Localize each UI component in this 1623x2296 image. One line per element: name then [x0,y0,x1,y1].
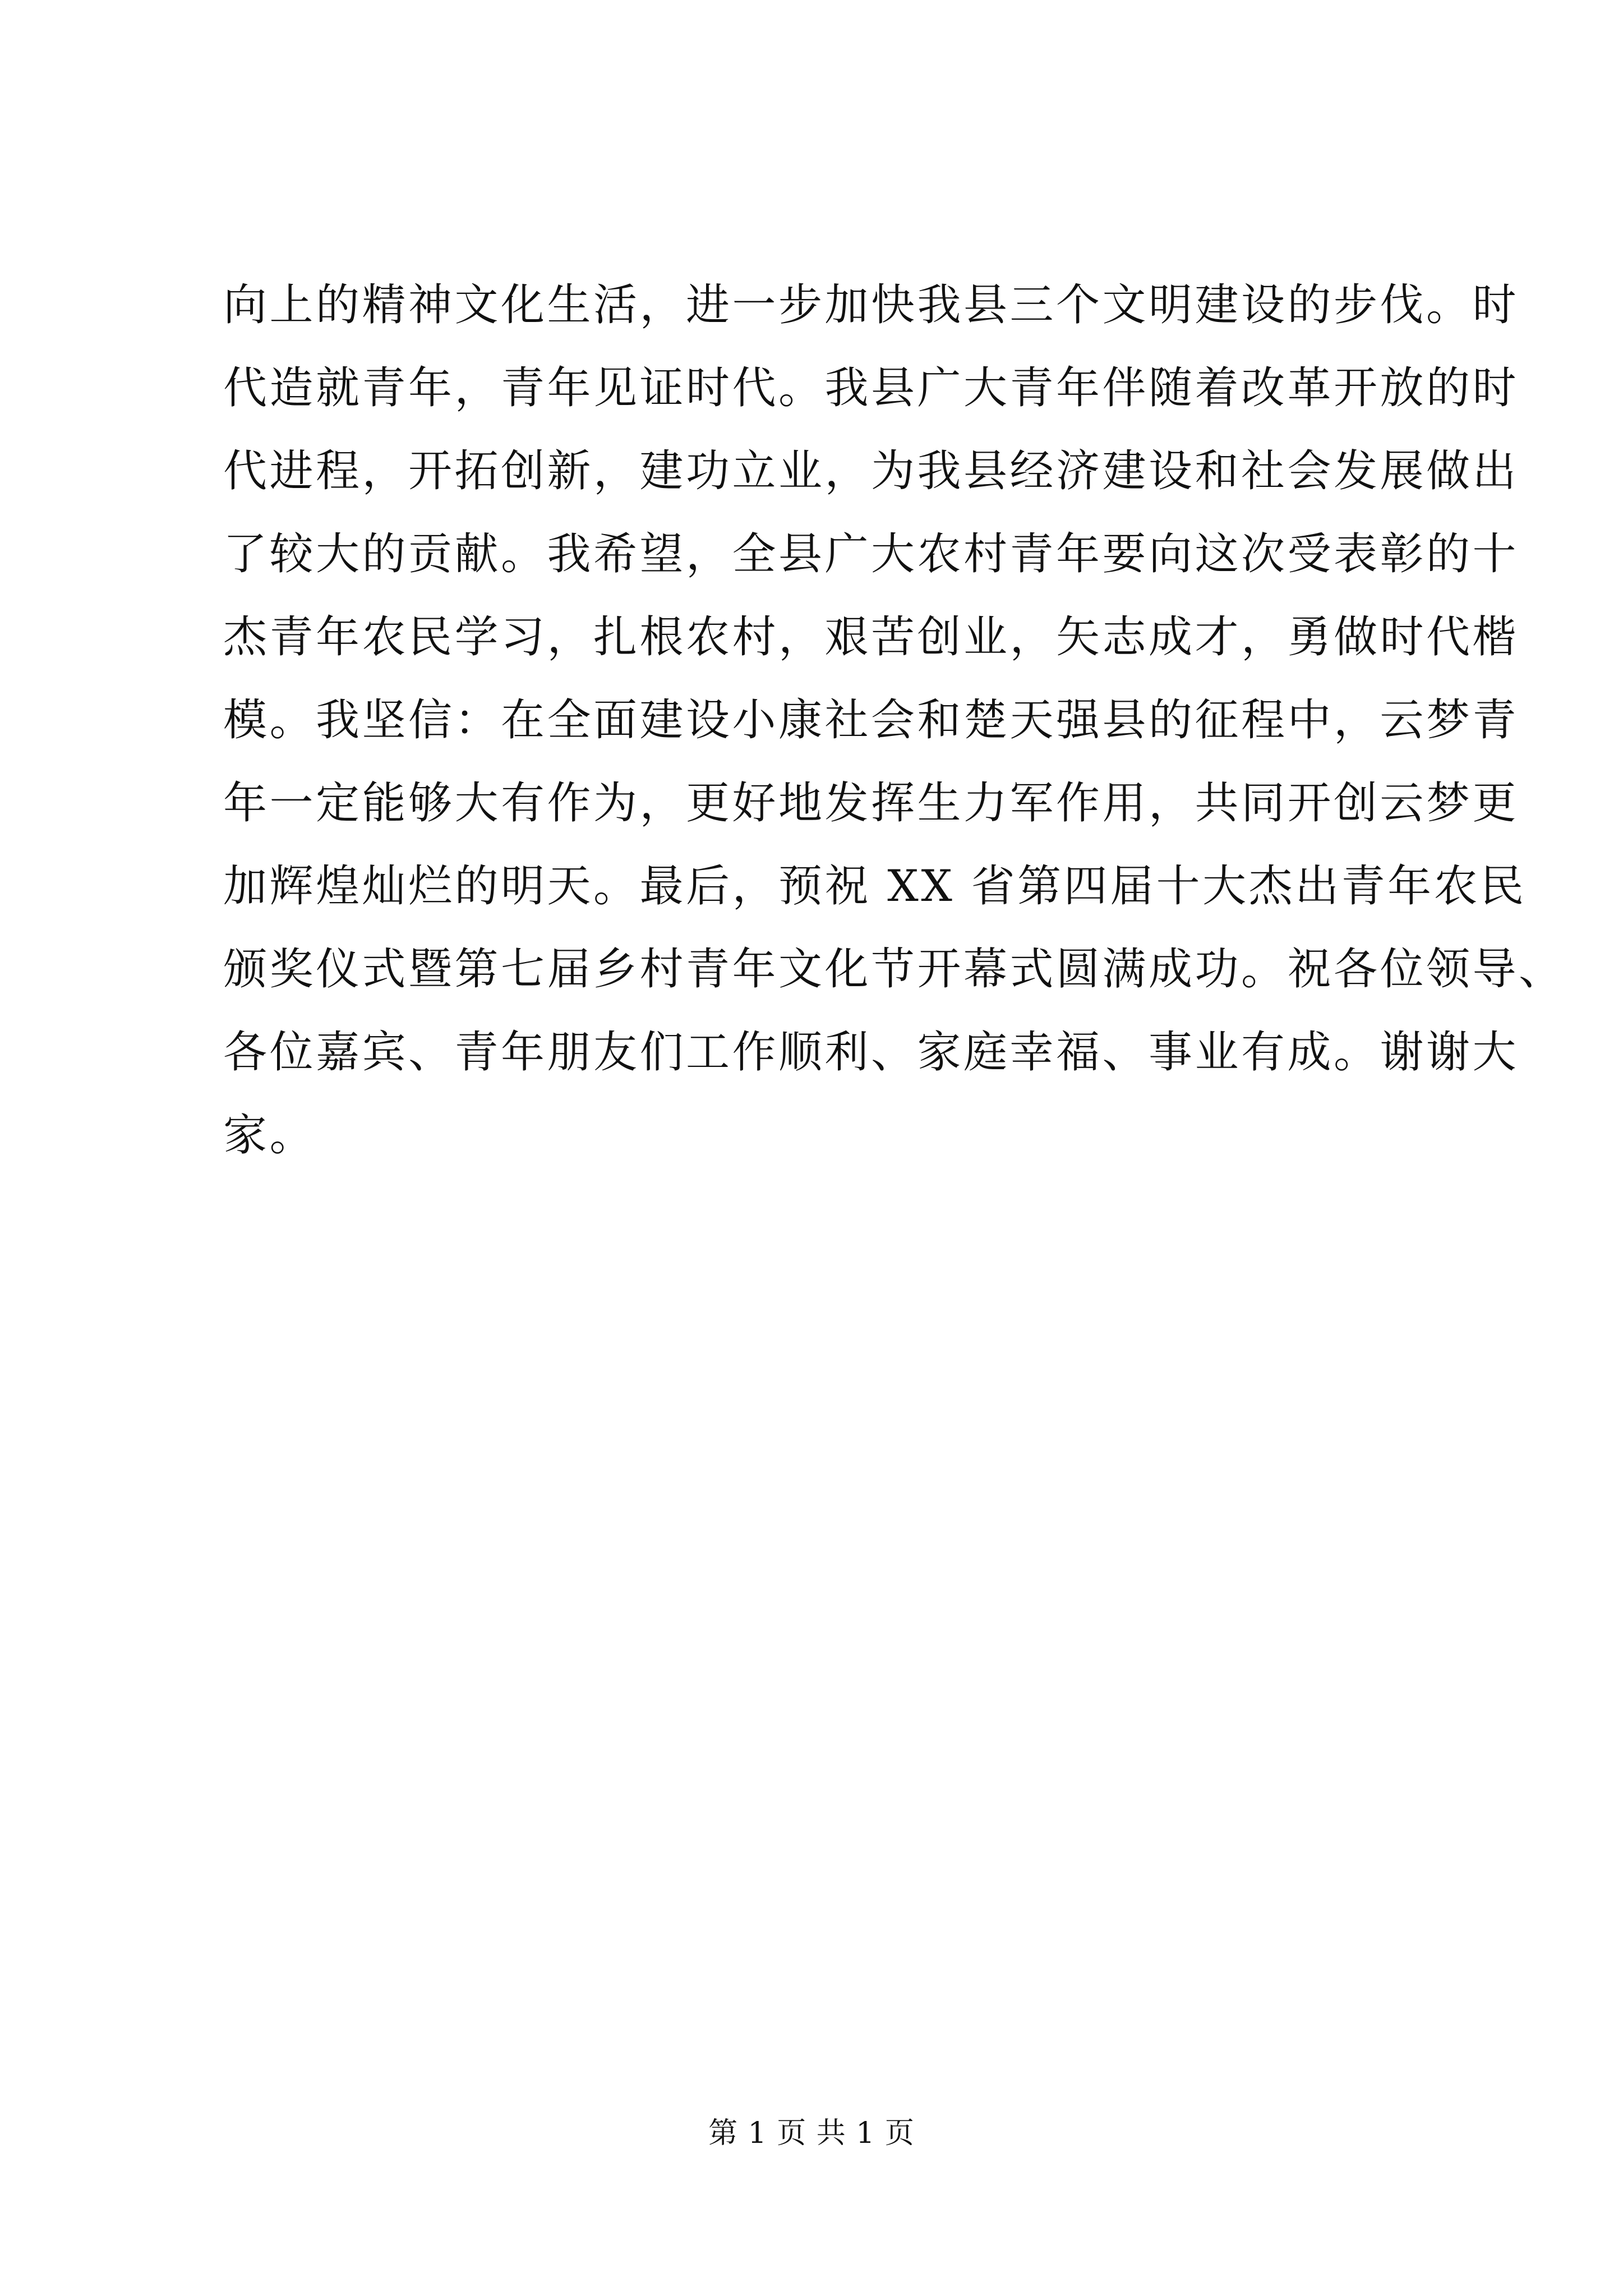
text-line: 各位嘉宾、青年朋友们工作顺利、家庭幸福、事业有成。谢谢大 [223,1027,1519,1078]
text-line: 年一定能够大有作为，更好地发挥生力军作用，共同开创云梦更 [223,778,1519,829]
text-line: 加辉煌灿烂的明天。最后，预祝 XX 省第四届十大杰出青年农民 [223,861,1527,912]
text-line: 颁奖仪式暨第七届乡村青年文化节开幕式圆满成功。祝各位领导、 [223,944,1565,995]
body-text [223,264,1565,1177]
text-line: 代进程，开拓创新，建功立业，为我县经济建设和社会发展做出 [223,446,1519,496]
text-line: 家。 [223,1110,316,1161]
text-line: 代造就青年，青年见证时代。我县广大青年伴随着改革开放的时 [223,363,1519,413]
text-line: 向上的精神文化生活，进一步加快我县三个文明建设的步伐。时 [223,280,1519,330]
text-line: 杰青年农民学习，扎根农村，艰苦创业，矢志成才，勇做时代楷 [223,612,1519,662]
page-footer: 第 1 页 共 1 页 [708,2116,915,2150]
text-line: 了较大的贡献。我希望，全县广大农村青年要向这次受表彰的十 [223,529,1519,579]
text-line: 模。我坚信：在全面建设小康社会和楚天强县的征程中，云梦青 [223,695,1519,746]
